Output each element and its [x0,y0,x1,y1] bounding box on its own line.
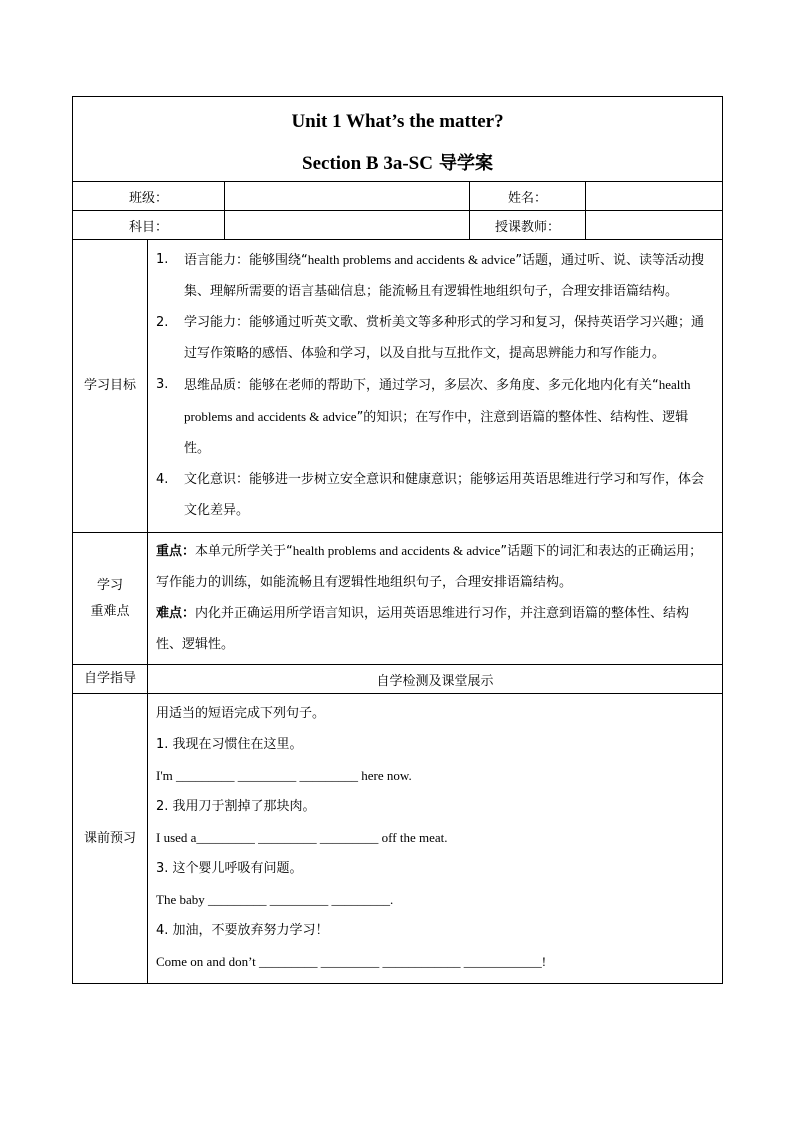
objective-number: 1. [156,252,169,267]
objective-text: ”的知识；在写作中，注意到语篇的整体性、结构性、逻辑性。 [184,410,689,456]
difficulty-paragraph [156,598,712,660]
objective-text: 思维品质：能够在老师的帮助下，通过学习，多层次、多角度、多元化地内化有关“ [184,378,659,393]
objective-number: 2. [156,315,169,330]
topic-phrase: health problems and accidents & advice [292,543,501,558]
objective-item [156,244,712,307]
question-cn: 4. 加油，不要放弃努力学习！ [156,923,329,938]
teacher-field[interactable] [586,211,723,240]
teacher-label: 授课教师： [470,211,586,240]
objective-item [156,464,712,526]
objectives-content [148,240,723,533]
guide-label: 自学指导 [73,665,148,694]
keypoints-label [73,533,148,665]
focus-paragraph [156,535,712,598]
title-cell [73,97,723,182]
question-cn: 3. 这个婴儿呼吸有问题。 [156,861,303,876]
name-field[interactable] [586,182,723,211]
subject-field[interactable] [225,211,470,240]
worksheet-table [72,96,723,984]
page-subtitle [73,149,722,175]
objective-text: 学习能力：能够通过听英文歌、赏析美文等多种形式的学习和复习，保持英语学习兴趣；通过写作策略的感悟、体验和学习，以及自批与互批作文，提高思辨能力和写作能力。 [184,315,705,361]
objective-number: 4. [156,472,169,487]
question-blank-line[interactable]: I'm _________ _________ _________ here now. [156,768,412,783]
objective-item [156,369,712,464]
question-blank-line[interactable]: Come on and don’t _________ _________ ____________ ____________! [156,954,547,969]
topic-phrase: health problems and accidents & advice [307,252,516,267]
question-blank-line[interactable]: The baby _________ _________ _________. [156,892,394,907]
objective-number: 3. [156,377,169,392]
preview-label: 课前预习 [73,694,148,984]
objective-item [156,307,712,369]
class-field[interactable] [225,182,470,211]
worksheet-type: 导学案 [438,153,493,174]
objective-text: 语言能力：能够围绕“ [184,253,308,268]
preview-content [148,694,723,984]
objective-text: 文化意识：能够进一步树立安全意识和健康意识；能够运用英语思维进行学习和写作，体会文化差异。 [184,472,705,518]
guide-heading: 自学检测及课堂展示 [148,665,723,694]
objective-text: ”话题，通过听、说、读等活动搜集、理解所需要的语言基础信息；能流畅且有逻辑性地组织句子，合理安排语篇结构。 [184,253,705,299]
focus-text: 本单元所学关于“ [195,544,293,559]
focus-text: ”话题下的词汇和表达的正确运用；写作能力的训练，如能流畅且有逻辑性地组织句子，合理安排语篇结构。 [156,544,703,590]
keypoints-content [148,533,723,665]
difficulty-label: 难点： [156,606,196,621]
focus-label: 重点： [156,544,196,559]
question-blank-line[interactable]: I used a_________ _________ _________ off the meat. [156,830,448,845]
question-cn: 1. 我现在习惯住在这里。 [156,737,303,752]
keypoints-label-line1: 学习 [96,577,123,593]
subject-label: 科目： [73,211,225,240]
page-title: Unit 1 What’s the matter? [291,111,504,132]
keypoints-label-line2: 重难点 [90,603,130,619]
preview-instruction: 用适当的短语完成下列句子。 [156,706,326,721]
section-label: Section B 3a-SC [302,153,433,174]
objectives-label: 学习目标 [73,240,148,533]
name-label: 姓名： [470,182,586,211]
class-label: 班级： [73,182,225,211]
worksheet [72,96,722,984]
difficulty-text: 内化并正确运用所学语言知识，运用英语思维进行习作，并注意到语篇的整体性、结构性、逻辑性。 [156,606,690,652]
topic-phrase: health problems and accidents & advice [184,377,691,424]
question-cn: 2. 我用刀于割掉了那块肉。 [156,799,316,814]
